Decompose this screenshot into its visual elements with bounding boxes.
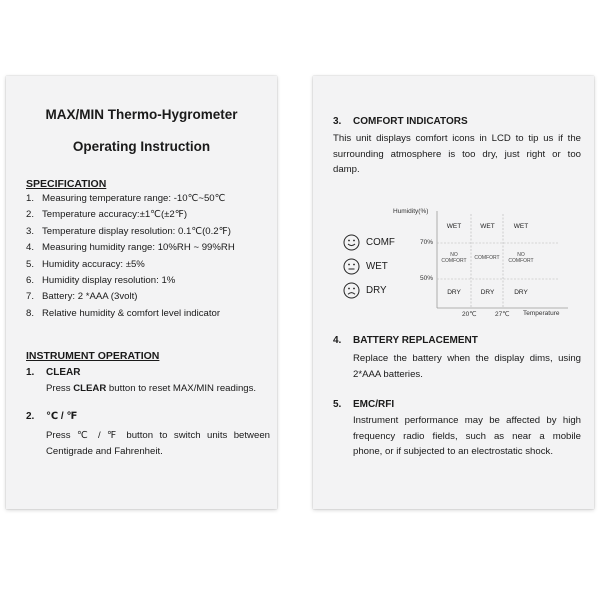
x-axis-label: Temperature bbox=[523, 310, 560, 317]
legend-label: DRY bbox=[366, 285, 387, 296]
spec-item: 8. Relative humidity & comfort level indicator bbox=[26, 307, 221, 319]
spec-item: 4. Measuring humidity range: 10%RH ~ 99%RH bbox=[26, 242, 235, 254]
instruction-card-left bbox=[6, 76, 277, 509]
spec-item: 2. Temperature accuracy:±1℃(±2℉) bbox=[26, 209, 188, 221]
comfort-indicators-heading: 3. COMFORT INDICATORS bbox=[333, 116, 468, 127]
zone-cell-no-comfort: NO COMFORT bbox=[441, 252, 467, 264]
legend-dry bbox=[343, 282, 387, 299]
legend-label: COMF bbox=[366, 237, 395, 248]
spec-item: 7. Battery: 2 *AAA (3volt) bbox=[26, 291, 138, 303]
x-tick-label: 20℃ bbox=[462, 311, 477, 318]
zone-cell-wet: WET bbox=[480, 223, 495, 230]
spec-item: 6. Humidity display resolution: 1% bbox=[26, 274, 176, 286]
instrument-operation-heading: INSTRUMENT OPERATION bbox=[26, 350, 160, 362]
unit-switch-section-text: Press ℃ / ℉ button to switch units between Centigrade and Fahrenheit. bbox=[46, 430, 270, 457]
x-tick-label: 27℃ bbox=[495, 311, 510, 318]
frown-face-icon bbox=[343, 282, 360, 299]
y-axis-label: Humidity(%) bbox=[393, 208, 429, 215]
document-subtitle: Operating Instruction bbox=[72, 139, 211, 154]
smile-face-icon bbox=[343, 234, 360, 251]
emc-rfi-text: Instrument performance may be affected by high frequency radio fields, such as near a mobile phone, or if subjected to an electrostatic shock. bbox=[353, 415, 581, 457]
legend-wet bbox=[343, 258, 388, 275]
emc-rfi-heading: 5. EMC/RFI bbox=[333, 399, 395, 410]
instruction-card-right bbox=[313, 76, 594, 509]
zone-cell-wet: WET bbox=[446, 223, 462, 230]
zone-cell-dry: DRY bbox=[480, 289, 495, 296]
legend-label: WET bbox=[366, 261, 388, 272]
spec-item: 1. Measuring temperature range: -10℃~50℃ bbox=[26, 193, 226, 204]
zone-cell-wet: WET bbox=[513, 223, 529, 230]
document-title: MAX/MIN Thermo-Hygrometer bbox=[45, 107, 238, 122]
zone-cell-dry: DRY bbox=[447, 289, 461, 296]
clear-section-text: Press CLEAR button to reset MAX/MIN readings. bbox=[46, 383, 257, 394]
clear-section-heading: 1. CLEAR bbox=[26, 367, 81, 378]
comfort-indicators-text: This unit displays comfort icons in LCD to tip us if the surrounding atmosphere is too dry, just right or too damp. bbox=[333, 133, 581, 175]
legend-comfort bbox=[343, 234, 395, 251]
neutral-face-icon bbox=[343, 258, 360, 275]
y-tick-label: 50% bbox=[420, 275, 434, 282]
zone-cell-no-comfort: NO COMFORT bbox=[508, 252, 534, 264]
spec-item: 3. Temperature display resolution: 0.1℃(0.2℉) bbox=[26, 225, 231, 237]
battery-replacement-heading: 4. BATTERY REPLACEMENT bbox=[333, 335, 478, 346]
y-tick-label: 70% bbox=[420, 239, 434, 246]
zone-cell-comfort: COMFORT bbox=[474, 255, 500, 261]
battery-replacement-text: Replace the battery when the display dims, using 2*AAA batteries. bbox=[353, 353, 581, 380]
specification-list bbox=[26, 191, 276, 322]
specification-heading: SPECIFICATION bbox=[26, 178, 107, 190]
spec-item: 5. Humidity accuracy: ±5% bbox=[26, 258, 145, 270]
zone-cell-dry: DRY bbox=[514, 289, 528, 296]
unit-switch-section-heading: 2. ℃ / ℉ bbox=[26, 411, 78, 422]
